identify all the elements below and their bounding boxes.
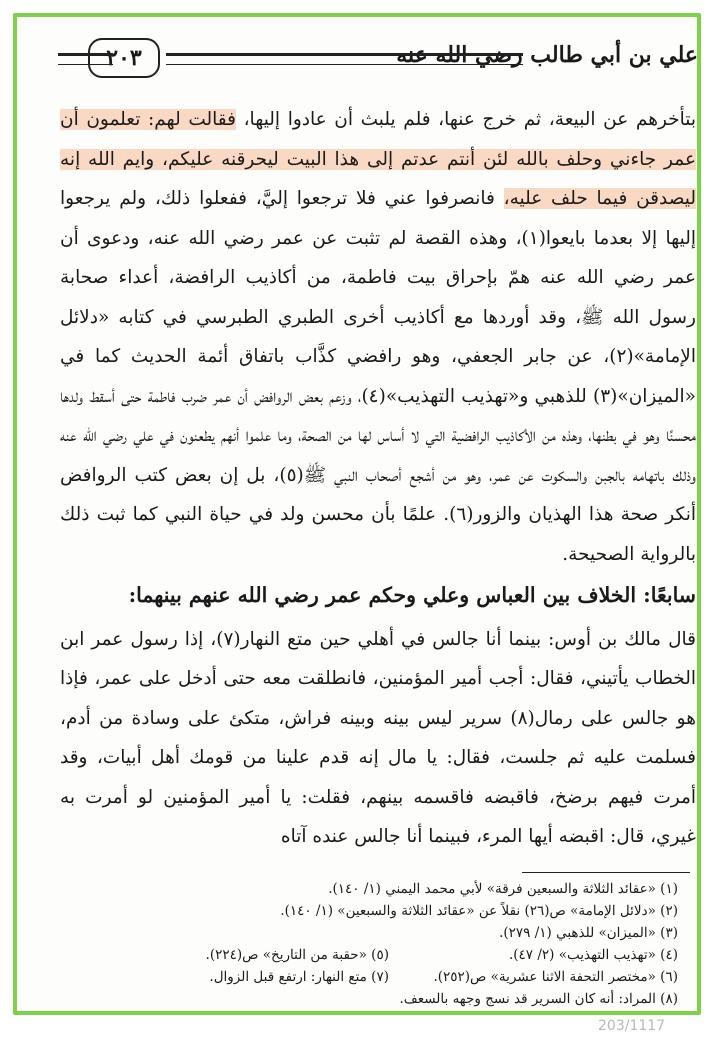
page-title: علي بن أبي طالب رضي الله عنه [396,42,698,68]
page-header [58,36,698,86]
footnotes [100,878,678,1010]
header-rule [166,53,523,65]
paragraph-1 [60,100,696,574]
section-heading: سابعًا: الخلاف بين العباس وعلي وحكم عمر رضي الله عنهم بينهما: [128,583,696,607]
paragraph-2: قال مالك بن أوس: بينما أنا جالس في أهلي حين متع النهار(٧)، إذا رسول عمر ابن الخطاب يأتيني، فقال: أجب أمير المؤمنين، فانطلقت معه حتى أدخل على عمر، فإذا هو جالس على رمال(٨) سرير ليس بينه وبينه فراش، متكئ على وسادة من أدم، فسلمت عليه ثم جلست، فقال: يا مال إنه قدم علينا من قومك أهل أبيات، وقد أمرت فيهم برضخ، فاقبضه فاقسمه بينهم، فقلت: يا أمير المؤمنين لو أمرت به غيري، قال: اقبضه أيها المرء، فبينما أنا جالس عنده آتاه [60,628,696,847]
highlighted-quote: فقالت لهم: تعلمون أن عمر جاءني وحلف بالله لئن أنتم عدتم إلى هذا البيت ليحرقنه عليكم، وايم الله إنه ليصدقن فيما حلف عليه، [60,109,696,209]
footnote-5: (٥) «حقبة من التاريخ» ص(٢٢٤). [205,947,389,963]
body-text [60,100,696,857]
text-run: فانصرفوا عني فلا ترجعوا إليَّ، ففعلوا ذلك، ولم يرجعوا إليها إلا بعدما بايعوا(١)، وهذه القصة لم تثبت عن عمر رضي الله عنه، ودعوى أن عمر رضي الله عنه همّ بإحراق بيت فاطمة، من أكاذيب الرافضة، أعداء صحابة رسول الله ﷺ، وقد أوردها مع أكاذيب أخرى الطبري الطبرسي في كتابه «دلائل الإمامة»(٢)، عن جابر الجعفي، وهو رافضي كذَّاب باتفاق أئمة الحديث كما في «الميزان»(٣) للذهبي و«تهذيب التهذيب»(٤)، وزعم بعض الروافض أن عمر ضرب فاطمة حتى أسقط ولدها محسنًا وهو في بطنها، وهذه من الأكاذيب الرافضية التي لا أساس لها من الصحة، وما علموا أنهم يطعنون في علي رضي الله عنه وذلك باتهامه بالجبن والسكوت عن عمر، وهو من أشجع أصحاب النبي ﷺ(٥)، بل إن بعض كتب الروافض أنكر صحة هذا الهذيان والزور(٦). علمًا بأن محسن ولد في حياة النبي كما ثبت ذلك بالرواية الصحيحة. [60,188,696,565]
page-counter-watermark: 203/1117 [598,1018,666,1034]
text-run: بتأخرهم عن البيعة، ثم خرج عنها، فلم يلبث أن عادوا إليها، [235,109,696,130]
footnote-separator [522,872,690,873]
footnote-4: (٤) «تهذيب التهذيب» (٢/ ٤٧). [508,947,678,963]
header-rule-left [58,53,113,65]
footnote-1: (١) «عقائد الثلاثة والسبعين فرقة» لأبي محمد اليمني (١/ ١٤٠). [328,881,678,897]
footnote-2: (٢) «دلائل الإمامة» ص(٢٦) نقلاً عن «عقائد الثلاثة والسبعين» (١/ ١٤٠). [280,903,678,919]
footnote-3: (٣) «الميزان» للذهبي (١/ ٢٧٩). [499,925,678,941]
page-number: ٢٠٣ [88,38,160,78]
footnote-7: (٧) متع النهار: ارتفع قبل الزوال. [209,969,389,985]
footnote-8: (٨) المراد: أنه كان السرير قد نسج وجهه بالسعف. [399,991,678,1007]
footnote-6: (٦) «مختصر التحفة الاثنا عشرية» ص(٢٥٢). [433,969,678,985]
